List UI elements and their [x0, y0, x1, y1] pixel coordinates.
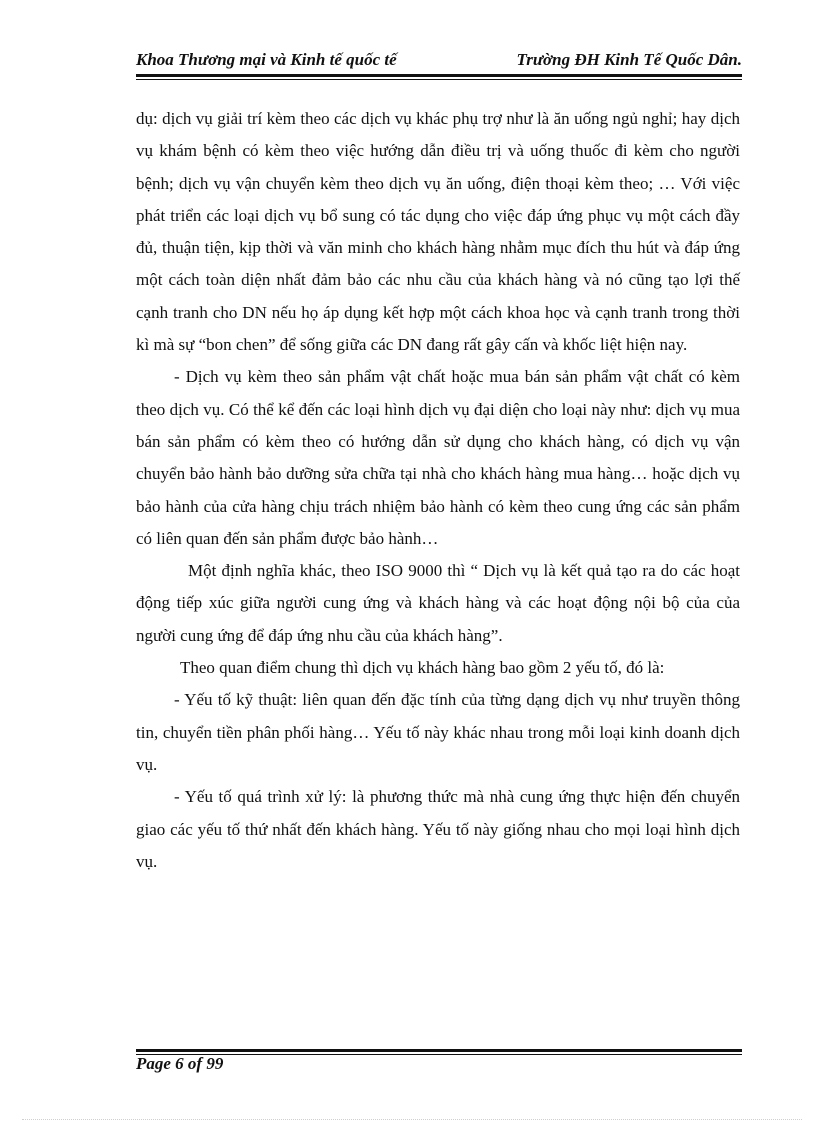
page-number: Page 6 of 99	[136, 1054, 224, 1073]
header-university: Trường ĐH Kinh Tế Quốc Dân.	[516, 50, 742, 69]
header-rule-thick	[136, 74, 742, 77]
paragraph: dụ: dịch vụ giải trí kèm theo các dịch vụ khác phụ trợ như là ăn uống ngủ nghỉ; hay dịch vụ khám bệnh có kèm theo việc hướng dẫn điều trị và uống thuốc đi kèm cho người bệnh; dịch vụ vận chuyển kèm theo dịch vụ ăn uống, điện thoại kèm theo; … Với việc phát triển các loại dịch vụ bổ sung có tác dụng cho việc đáp ứng phục vụ một cách đầy đủ, thuận tiện, kịp thời và văn minh cho khách hàng nhằm mục đích thu hút và đáp ứng một cách toàn diện nhất đảm bảo các nhu cầu của khách hàng và nó cũng tạo lợi thế cạnh tranh cho DN nếu họ áp dụng kết hợp một cách khoa học và cạnh tranh trong thời kì mà sự “bon chen” để sống giữa các DN đang rất gây cấn và khốc liệt hiện nay.	[136, 109, 740, 355]
footer-rule-thin	[136, 1054, 742, 1055]
page-edge-divider	[22, 1119, 802, 1120]
page-header	[136, 50, 742, 70]
paragraph: Theo quan điểm chung thì dịch vụ khách hàng bao gồm 2 yếu tố, đó là:	[180, 658, 665, 678]
body-text	[136, 103, 740, 878]
footer-rule-thick	[136, 1049, 742, 1052]
paragraph: Một định nghĩa khác, theo ISO 9000 thì “ Dịch vụ là kết quả tạo ra do các hoạt động tiếp xúc giữa người cung ứng và khách hàng và các hoạt động nội bộ của của người cung ứng để đáp ứng nhu cầu của khách hàng”.	[136, 561, 740, 645]
paragraph: - Yếu tố quá trình xử lý: là phương thức mà nhà cung ứng thực hiện đến chuyển giao các yếu tố thứ nhất đến khách hàng. Yếu tố này giống nhau cho mọi loại hình dịch vụ.	[136, 787, 740, 871]
paragraph: - Dịch vụ kèm theo sản phẩm vật chất hoặc mua bán sản phẩm vật chất có kèm theo dịch vụ. Có thể kể đến các loại hình dịch vụ đại diện cho loại này như: dịch vụ mua bán sản phẩm có kèm theo có hướng dẫn sử dụng cho khách hàng, có dịch vụ vận chuyển bảo hành bảo dưỡng sửa chữa tại nhà cho khách hàng mua hàng… hoặc dịch vụ bảo hành của cửa hàng chịu trách nhiệm bảo hành có kèm theo cung ứng các sản phẩm có liên quan đến sản phẩm được bảo hành…	[136, 367, 740, 548]
paragraph: - Yếu tố kỹ thuật: liên quan đến đặc tính của từng dạng dịch vụ như truyền thông tin, chuyển tiền phân phối hàng… Yếu tố này khác nhau trong mỗi loại kinh doanh dịch vụ.	[136, 690, 740, 774]
header-rule-thin	[136, 79, 742, 80]
header-faculty: Khoa Thương mại và Kinh tế quốc tế	[136, 50, 397, 69]
